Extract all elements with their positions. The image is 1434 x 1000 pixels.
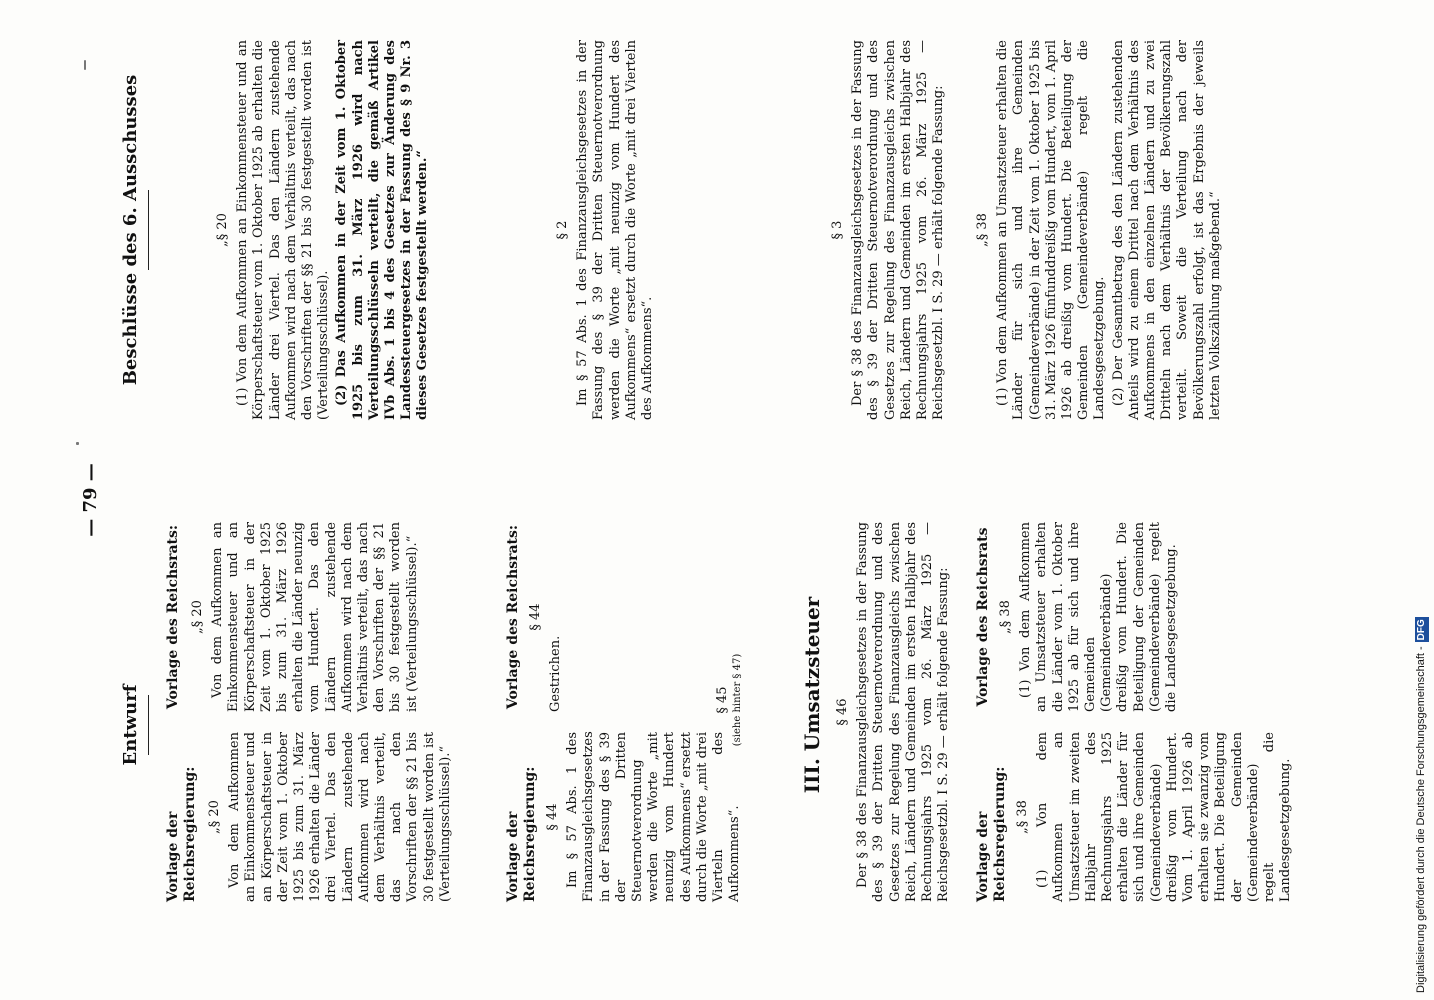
beschluesse-title: Beschlüsse des 6. Ausschusses (120, 74, 141, 386)
s38-mid-paragraph: „§ 38 (998, 600, 1013, 634)
col2-paragraph: „§ 20 (190, 600, 205, 634)
dfg-logo: DFG (1416, 619, 1427, 641)
col3-text-1: (1) Von dem Aufkommen an Einkommensteuer und an Körperschaftsteuer vom 1. Oktober 1925 ab erhalten die Länder drei Viertel. Das den Ländern zustehende Aufkommen wird nach dem Verhältnis verteilt, das nach den Vorschriften der §§ 21 bis 30 festgestellt worden ist (Verteilungsschlüssel). (235, 40, 332, 420)
scan-speck (76, 442, 79, 445)
s38-left-block (975, 732, 1294, 902)
s2-paragraph: § 2 (555, 220, 570, 240)
s38-right-text-1: (1) Von dem Aufkommen an Umsatzsteuer erhalten die Länder für sich und ihre Gemeinden (Gemeindeverbände) in der Zeit vom 1. Oktober 1925 bis 31. März 1926 fünfunddreißig vom Hundert, vom 1. April 1926 ab dreißig vom Hundert. Die Beteiligung der Gemeinden (Gemeindeverbände) regelt die Landesgesetzgebung. (995, 40, 1108, 420)
col3-paragraph: „§ 20 (215, 213, 230, 247)
s38-right-text-2: (2) Der Gesamtbetrag des den Ländern zustehenden Anteils wird zu einem Drittel nach dem Verhältnis des Aufkommens in den einzelnen Ländern und zu zwei Dritteln nach dem Verhältnis der Bevölkerungszahl verteilt. Soweit die Verteilung nach der Bevölkerungszahl erfolgt, ist das Ergebnis der jeweils letzten Volkszählung maßgebend.“ (1110, 40, 1223, 420)
s38-mid-block (975, 522, 1180, 712)
col1-paragraph: „§ 20 (207, 800, 222, 834)
s38-right-block (975, 40, 1224, 420)
col2-text: Von dem Aufkommen an Einkommensteuer und an Körperschaftsteuer in der Zeit vom 1. Oktober 1925 bis zum 31. März 1926 erhalten die Länder neunzig vom Hundert. Das den Ländern zustehende Aufkommen wird nach dem Verhältnis verteilt, das nach den Vorschriften der §§ 21 bis 30 festgestellt worden ist (Verteilungsschlüssel).“ (210, 522, 420, 712)
beschluesse-rule (148, 190, 149, 270)
s38-left-text: (1) Von dem Aufkommen an Umsatzsteuer im zweiten Halbjahr des Rechnungsjahrs 1925 erhalten die Länder für sich und ihre Gemeinden (Gemeindeverbände) dreißig vom Hundert. Vom 1. April 1926 ab erhalten sie zwanzig vom Hundert. Die Beteiligung der Gemeinden (Gemeindeverbände) regelt die Landesgesetzgebung. (1035, 732, 1294, 902)
s46-text: Der § 38 des Finanzausgleichsgesetzes in der Fassung des § 39 der Dritten Steuernotverordnung und des Gesetzes zur Regelung des Finanzausgleichs zwischen Reich, Ländern und Gemeinden im ersten Halbjahr des Rechnungsjahrs 1925 vom 26. März 1925 — Reichsgesetzbl. I S. 29 — erhält folgende Fassung: (855, 522, 952, 902)
s38-left-paragraph: „§ 38 (1015, 800, 1030, 834)
s44-left-text: Im § 57 Abs. 1 des Finanzausgleichsgesetzes in der Fassung des § 39 der Dritten Steuernotverordnung werden die Worte „mit neunzig vom Hundert des Aufkommens“ ersetzt durch die Worte „mit drei Vierteln des Aufkommens“. (565, 731, 743, 902)
s38-mid-text: (1) Von dem Aufkommen an Umsatzsteuer erhalten die Länder vom 1. Oktober 1925 ab für sich und ihre Gemeinden (Gemeindeverbände) dreißig vom Hundert. Die Beteiligung der Gemeinden (Gemeindeverbände) regelt die Landesgesetzgebung. (1018, 522, 1180, 712)
s3-text: Der § 38 des Finanzausgleichsgesetzes in der Fassung des § 39 der Dritten Steuernotverordnung und des Gesetzes zur Regelung des Finanzausgleichs zwischen Reich, Ländern und Gemeinden im ersten Halbjahr des Rechnungsjahrs 1925 vom 26. März 1925 — Reichsgesetzbl. I S. 29 — erhält folgende Fassung: (850, 40, 947, 420)
s44-left-paragraph: § 44 (545, 803, 560, 831)
s3-block (830, 40, 947, 420)
s45-paragraph: § 45 (715, 686, 730, 714)
s44-mid-paragraph: § 44 (528, 603, 543, 631)
s38-mid-heading: Vorlage des Reichsrats (975, 527, 991, 707)
col3-text-2: (2) Das Aufkommen in der Zeit vom 1. Oktober 1925 bis zum 31. März 1926 wird nach Verteilungsschlüsseln verteilt, die gemäß Artikel IVb Abs. 1 bis 4 des Gesetzes zur Änderung des Landessteuergesetzes in der Fassung des § 9 Nr. 3 dieses Gesetzes festgestellt werden.“ (334, 40, 431, 420)
s2-right-block (555, 40, 656, 420)
scan-speck (84, 60, 86, 70)
s3-paragraph: § 3 (830, 220, 845, 240)
s44-mid-block (505, 522, 564, 712)
col3-block (215, 40, 432, 420)
col1-text: Von dem Aufkommen an Einkommensteuer und an Körperschaftsteuer in der Zeit vom 1. Oktober 1925 bis zum 31. März 1926 erhalten die Länder drei Viertel. Das den Ländern zustehende Aufkommen wird nach dem Verhältnis verteilt, das nach den Vorschriften der §§ 21 bis 30 festgestellt worden ist (Verteilungsschlüssel).“ (227, 732, 453, 902)
digitization-note (1413, 8, 1429, 993)
s44-left-block (505, 732, 743, 902)
s44-mid-text: Gestrichen. (548, 635, 564, 712)
digitization-text: Digitalisierung gefördert durch die Deutsche Forschungsgemeinschaft - (1415, 646, 1427, 993)
s2-text: Im § 57 Abs. 1 des Finanzausgleichsgesetzes in der Fassung des § 39 der Dritten Steuernotverordnung werden die Worte „mit neunzig vom Hundert des Aufkommens“ ersetzt durch die Worte „mit drei Vierteln des Aufkommens“. (575, 40, 656, 420)
digitization-note-inner (1413, 8, 1429, 993)
page-number: — 79 — (80, 463, 101, 537)
col1-block (165, 732, 454, 902)
s44-left-heading: Vorlage der Reichsregierung: (505, 766, 538, 902)
s45-block (715, 600, 744, 800)
s38-right-paragraph: „§ 38 (975, 213, 990, 247)
s38-left-heading: Vorlage der Reichsregierung: (975, 766, 1008, 902)
section-3-title: III. Umsatzsteuer (800, 596, 824, 794)
s44-mid-heading: Vorlage des Reichsrats: (505, 524, 521, 710)
col2-block (165, 522, 421, 712)
entwurf-rule (148, 695, 149, 755)
col2-heading: Vorlage des Reichsrats: (165, 524, 181, 710)
s46-block (835, 522, 952, 902)
col1-heading: Vorlage der Reichsregierung: (165, 766, 198, 902)
entwurf-title: Entwurf (120, 684, 141, 766)
s45-note: (siehe hinter § 47) (732, 653, 744, 747)
s46-paragraph: § 46 (835, 698, 850, 726)
